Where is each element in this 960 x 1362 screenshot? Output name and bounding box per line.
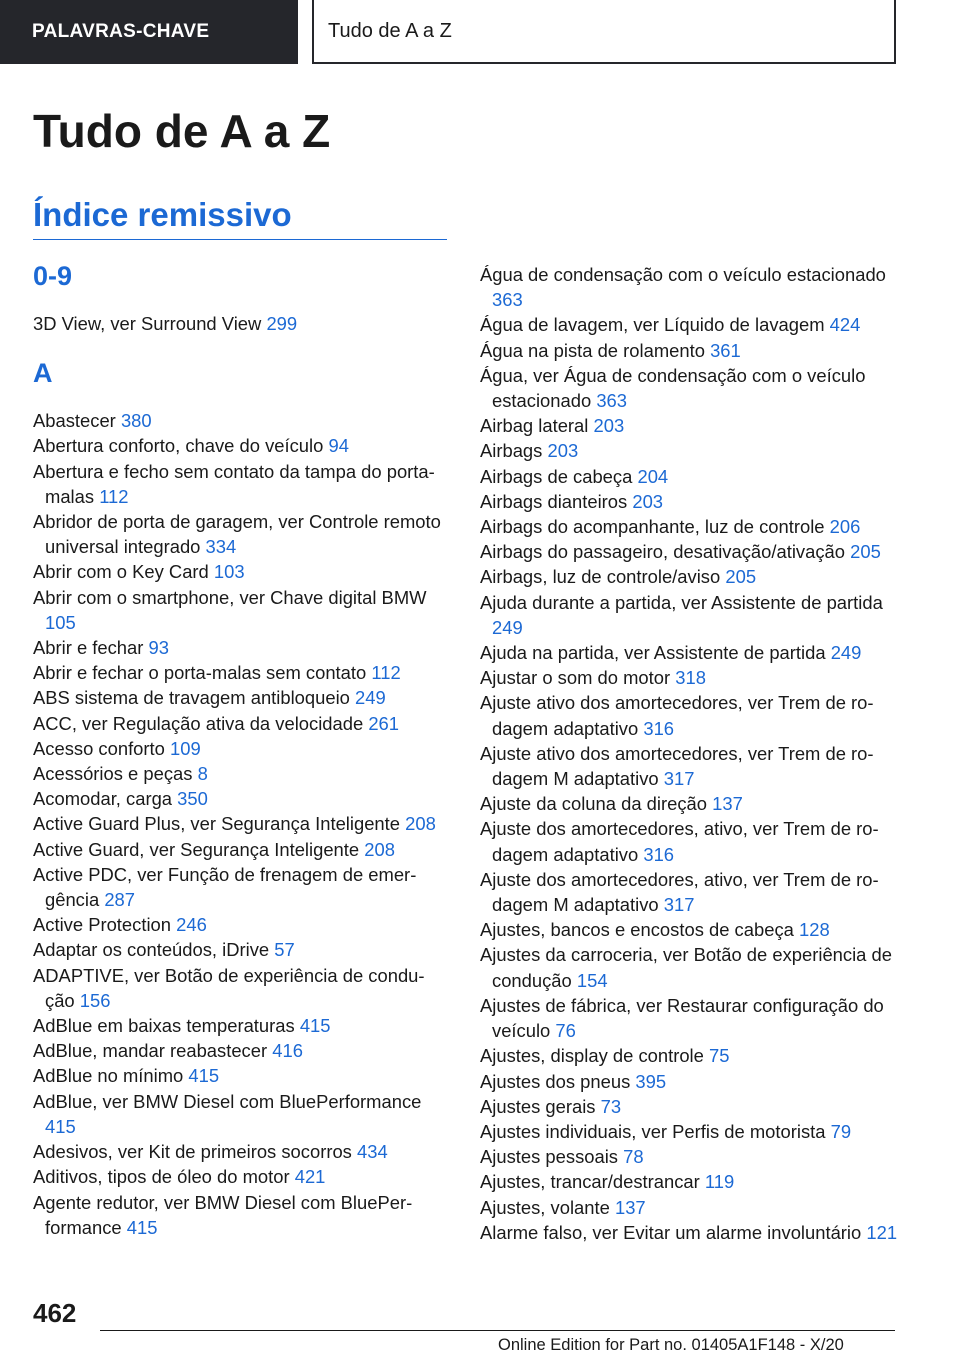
index-entry-text: Airbags, luz de controle/aviso bbox=[480, 566, 721, 588]
index-entry-text: Alarme falso, ver Evitar um alarme involuntário bbox=[480, 1221, 862, 1243]
page-reference-link[interactable]: 350 bbox=[177, 788, 208, 810]
page-reference-link[interactable]: 261 bbox=[368, 712, 400, 734]
index-entry bbox=[33, 1013, 448, 1038]
index-entry-text: ABS sistema de travagem antibloqueio bbox=[33, 687, 350, 709]
subtitle-divider bbox=[33, 239, 447, 240]
index-entry-text: Ajustes, trancar/destrancar bbox=[480, 1171, 700, 1193]
index-entry-text: Abridor de porta de garagem, ver Controle remoto universal integrado bbox=[33, 511, 441, 558]
page-reference-link[interactable]: 434 bbox=[357, 1141, 388, 1163]
page-reference-link[interactable]: 75 bbox=[709, 1045, 730, 1067]
index-entry bbox=[33, 559, 448, 584]
page-reference-link[interactable]: 363 bbox=[596, 390, 627, 412]
index-entry bbox=[33, 912, 448, 937]
index-entry bbox=[480, 489, 910, 514]
page-reference-link[interactable]: 79 bbox=[830, 1120, 852, 1142]
index-entry-text: Airbags bbox=[480, 440, 543, 462]
page-reference-link[interactable]: 380 bbox=[120, 410, 152, 432]
page-reference-link[interactable]: 208 bbox=[405, 813, 436, 835]
index-entry bbox=[33, 1190, 448, 1240]
index-entry bbox=[480, 791, 910, 816]
index-entry-text: Acomodar, carga bbox=[33, 788, 173, 810]
index-entry bbox=[480, 816, 910, 866]
index-entry bbox=[480, 942, 910, 992]
index-entry-text: Ajuda durante a partida, ver Assistente de partida bbox=[480, 591, 883, 613]
index-entry bbox=[33, 711, 448, 736]
page-reference-link[interactable]: 318 bbox=[675, 667, 706, 689]
index-entry-text: Airbags dianteiros bbox=[480, 490, 628, 512]
index-entry-text: Ajustar o som do motor bbox=[480, 667, 671, 689]
page-title: Tudo de A a Z bbox=[33, 105, 331, 157]
index-entry bbox=[480, 338, 910, 363]
page-reference-link[interactable]: 93 bbox=[148, 637, 169, 659]
index-entry bbox=[33, 862, 448, 912]
page-number: 462 bbox=[33, 1298, 77, 1328]
index-entry-text: Acesso conforto bbox=[33, 737, 165, 759]
index-entry bbox=[480, 564, 910, 589]
index-entry-text: AdBlue, mandar reabastecer bbox=[33, 1040, 268, 1062]
index-entry bbox=[480, 514, 910, 539]
page-reference-link[interactable]: 154 bbox=[576, 969, 608, 991]
index-entry-text: Ajuste dos amortecedores, ativo, ver Trem de rodagem adaptativo bbox=[480, 818, 879, 865]
index-entry bbox=[33, 408, 448, 433]
page-subtitle: Índice remissivo bbox=[33, 196, 292, 233]
page-reference-link[interactable]: 119 bbox=[704, 1171, 735, 1193]
page-reference-link[interactable]: 287 bbox=[104, 889, 136, 911]
index-entry-text: Active Guard, ver Segurança Inteligente bbox=[33, 838, 360, 860]
index-entry-text: Ajuda na partida, ver Assistente de partida bbox=[480, 642, 826, 664]
index-entry bbox=[480, 917, 910, 942]
index-entry bbox=[33, 837, 448, 862]
index-entry bbox=[33, 685, 448, 710]
index-entry bbox=[480, 1195, 910, 1220]
index-entry-text: Ajustes dos pneus bbox=[480, 1070, 631, 1092]
index-entry bbox=[480, 590, 910, 640]
index-entry-text: AdBlue, ver BMW Diesel com BluePerformance bbox=[33, 1090, 422, 1112]
index-entry-text: Abrir e fechar bbox=[33, 637, 144, 659]
index-entry bbox=[480, 438, 910, 463]
index-entry-text: Ajuste ativo dos amortecedores, ver Trem de rodagem M adaptativo bbox=[480, 742, 874, 790]
index-entry bbox=[33, 509, 448, 559]
index-entry-text: Adesivos, ver Kit de primeiros socorros bbox=[33, 1141, 352, 1163]
index-entry-text: Airbags do passageiro, desativação/ativação bbox=[480, 541, 845, 563]
index-entry-text: Adaptar os conteúdos, iDrive bbox=[33, 939, 270, 961]
index-entry-text: 3D View, ver Surround View bbox=[33, 313, 262, 334]
index-entry-text: Abertura e fecho sem contato da tampa do porta-malas bbox=[33, 460, 435, 507]
page-reference-link[interactable]: 415 bbox=[126, 1216, 158, 1238]
index-entry-text: Ajustes da carroceria, ver Botão de experiência de condução bbox=[480, 944, 892, 991]
page-reference-link[interactable]: 112 bbox=[371, 662, 401, 684]
page-reference-link[interactable]: 416 bbox=[272, 1040, 303, 1062]
page-reference-link[interactable]: 246 bbox=[176, 914, 207, 936]
index-entry-text: Aditivos, tipos de óleo do motor bbox=[33, 1166, 290, 1188]
index-entry bbox=[480, 312, 910, 337]
section-heading-a: A bbox=[33, 358, 53, 389]
index-entry-text: Ajustes, bancos e encostos de cabeça bbox=[480, 919, 794, 941]
index-entry bbox=[480, 1043, 910, 1068]
index-entry-text: Airbags de cabeça bbox=[480, 465, 633, 487]
index-list-a bbox=[33, 408, 448, 1240]
header-section-label: PALAVRAS-CHAVE bbox=[32, 21, 210, 42]
index-entry bbox=[480, 993, 910, 1043]
index-entry-text: Abastecer bbox=[33, 410, 116, 432]
page-reference-link[interactable]: 415 bbox=[45, 1115, 76, 1137]
page-reference-link[interactable]: 203 bbox=[632, 490, 664, 512]
index-entry bbox=[33, 635, 448, 660]
page-reference-link[interactable]: 249 bbox=[492, 616, 523, 638]
index-list-right bbox=[480, 262, 910, 1245]
index-entry bbox=[33, 963, 448, 1013]
index-entry-text: Água de condensação com o veículo estacionado bbox=[480, 264, 886, 285]
index-entry-text: Airbags do acompanhante, luz de controle bbox=[480, 516, 825, 538]
page-reference-link[interactable]: 316 bbox=[643, 717, 675, 739]
index-entry-text: AdBlue no mínimo bbox=[33, 1065, 184, 1087]
page-reference-link[interactable]: 57 bbox=[274, 939, 295, 961]
index-entry-text: Active Guard Plus, ver Segurança Inteligente bbox=[33, 813, 400, 835]
page-reference-link[interactable]: 73 bbox=[600, 1095, 622, 1117]
index-entry bbox=[480, 262, 910, 312]
index-entry-text: Água na pista de rolamento bbox=[480, 339, 705, 361]
index-entry-text: ADAPTIVE, ver Botão de experiência de condução bbox=[33, 964, 425, 1011]
index-entry-text: AdBlue em baixas temperaturas bbox=[33, 1015, 295, 1037]
index-entry bbox=[33, 1038, 448, 1063]
page-reference-link[interactable]: 128 bbox=[799, 919, 830, 941]
index-entry bbox=[480, 640, 910, 665]
page-reference-link[interactable]: 415 bbox=[299, 1015, 331, 1037]
index-entry bbox=[33, 585, 448, 635]
header-chapter-label: Tudo de A a Z bbox=[328, 19, 452, 42]
index-entry-text: Ajustes, display de controle bbox=[480, 1045, 704, 1067]
index-entry-text: Ajuste ativo dos amortecedores, ver Trem de rodagem adaptativo bbox=[480, 692, 874, 739]
index-entry bbox=[480, 413, 910, 438]
page-reference-link[interactable]: 208 bbox=[364, 838, 395, 860]
section-heading-0-9: 0-9 bbox=[33, 261, 73, 291]
index-entry-text: Abrir com o smartphone, ver Chave digital BMW bbox=[33, 586, 427, 608]
index-entry bbox=[480, 363, 910, 413]
page-reference-link[interactable]: 415 bbox=[188, 1065, 220, 1087]
index-entry bbox=[480, 741, 910, 791]
index-entry-text: Airbag lateral bbox=[480, 415, 589, 437]
page-reference-link[interactable]: 316 bbox=[643, 843, 675, 865]
page-reference-link[interactable]: 94 bbox=[328, 435, 349, 457]
index-entry-text: ACC, ver Regulação ativa da velocidade bbox=[33, 712, 364, 734]
index-list-0-9 bbox=[33, 311, 448, 336]
index-entry-text: Ajustes gerais bbox=[480, 1095, 596, 1117]
page-reference-link[interactable]: 203 bbox=[593, 415, 625, 437]
page-reference-link[interactable]: 395 bbox=[635, 1070, 667, 1092]
index-entry bbox=[33, 1089, 448, 1139]
index-entry-text: Água de lavagem, ver Líquido de lavagem bbox=[480, 314, 825, 336]
index-entry bbox=[480, 665, 910, 690]
index-entry bbox=[480, 1119, 910, 1144]
page-reference-link[interactable]: 363 bbox=[492, 289, 523, 311]
header-chapter-tab[interactable] bbox=[312, 0, 896, 64]
page-reference-link[interactable]: 204 bbox=[637, 465, 669, 487]
index-entry-text: Active Protection bbox=[33, 914, 171, 936]
page-reference-link[interactable]: 424 bbox=[829, 314, 861, 336]
index-entry-text: Ajustes de fábrica, ver Restaurar configuração do veículo bbox=[480, 994, 884, 1042]
page-reference-link[interactable]: 121 bbox=[866, 1221, 898, 1243]
index-entry bbox=[480, 1069, 910, 1094]
index-column-left bbox=[33, 255, 448, 1240]
index-entry-text: Agente redutor, ver BMW Diesel com BluePerformance bbox=[33, 1191, 413, 1238]
index-entry bbox=[33, 761, 448, 786]
index-entry bbox=[33, 786, 448, 811]
index-entry bbox=[480, 1220, 910, 1245]
index-entry bbox=[33, 736, 448, 761]
index-column-right bbox=[480, 262, 910, 1245]
index-entry-text: Água, ver Água de condensação com o veículo estacionado bbox=[480, 364, 866, 412]
index-entry bbox=[33, 311, 448, 336]
index-entry-text: Abrir e fechar o porta-malas sem contato bbox=[33, 662, 367, 684]
page-reference-link[interactable]: 361 bbox=[710, 339, 741, 361]
page-reference-link[interactable]: 249 bbox=[830, 642, 862, 664]
index-entry bbox=[480, 1144, 910, 1169]
header-section-tab[interactable] bbox=[0, 0, 298, 64]
index-entry bbox=[33, 937, 448, 962]
page-reference-link[interactable]: 421 bbox=[294, 1166, 326, 1188]
page-reference-link[interactable]: 78 bbox=[623, 1146, 644, 1168]
page-reference-link[interactable]: 112 bbox=[99, 485, 129, 507]
index-entry bbox=[33, 660, 448, 685]
index-entry bbox=[480, 690, 910, 740]
page-reference-link[interactable]: 317 bbox=[663, 768, 695, 790]
index-entry-text: Acessórios e peças bbox=[33, 763, 193, 785]
page-reference-link[interactable]: 109 bbox=[170, 737, 201, 759]
index-entry-text: Ajuste da coluna da direção bbox=[480, 793, 707, 815]
page-reference-link[interactable]: 156 bbox=[79, 989, 111, 1011]
page-reference-link[interactable]: 137 bbox=[614, 1196, 646, 1218]
index-entry-text: Ajuste dos amortecedores, ativo, ver Trem de rodagem M adaptativo bbox=[480, 868, 879, 916]
index-entry bbox=[480, 1169, 910, 1194]
page-reference-link[interactable]: 8 bbox=[197, 763, 208, 785]
index-entry bbox=[480, 867, 910, 917]
page-reference-link[interactable]: 103 bbox=[213, 561, 245, 583]
index-entry bbox=[33, 1063, 448, 1088]
page-reference-link[interactable]: 334 bbox=[205, 536, 237, 558]
page-reference-link[interactable]: 105 bbox=[45, 611, 76, 633]
index-entry bbox=[480, 464, 910, 489]
index-entry-text: Ajustes pessoais bbox=[480, 1146, 619, 1168]
page-reference-link[interactable]: 205 bbox=[850, 541, 881, 563]
page-reference-link[interactable]: 205 bbox=[725, 566, 757, 588]
index-entry-text: Ajustes individuais, ver Perfis de motorista bbox=[480, 1120, 826, 1142]
index-entry bbox=[33, 811, 448, 836]
footer-divider bbox=[100, 1330, 895, 1331]
page-reference-link[interactable]: 206 bbox=[829, 516, 861, 538]
page-reference-link[interactable]: 137 bbox=[712, 793, 743, 815]
index-entry bbox=[33, 459, 448, 509]
index-entry-text: Abertura conforto, chave do veículo bbox=[33, 435, 324, 457]
index-entry bbox=[33, 1164, 448, 1189]
page-reference-link[interactable]: 249 bbox=[355, 687, 386, 709]
index-entry bbox=[33, 433, 448, 458]
page-reference-link[interactable]: 203 bbox=[547, 440, 579, 462]
page-reference-link[interactable]: 317 bbox=[663, 894, 695, 916]
index-entry bbox=[480, 1094, 910, 1119]
footer-edition-text: Online Edition for Part no. 01405A1F148 - X/20 bbox=[498, 1336, 844, 1354]
page-reference-link[interactable]: 299 bbox=[266, 313, 298, 334]
index-entry-text: Abrir com o Key Card bbox=[33, 561, 209, 583]
index-entry bbox=[480, 539, 910, 564]
page-reference-link[interactable]: 76 bbox=[555, 1020, 576, 1042]
index-entry bbox=[33, 1139, 448, 1164]
index-entry-text: Active PDC, ver Função de frenagem de emergência bbox=[33, 863, 417, 911]
index-entry-text: Ajustes, volante bbox=[480, 1196, 610, 1218]
